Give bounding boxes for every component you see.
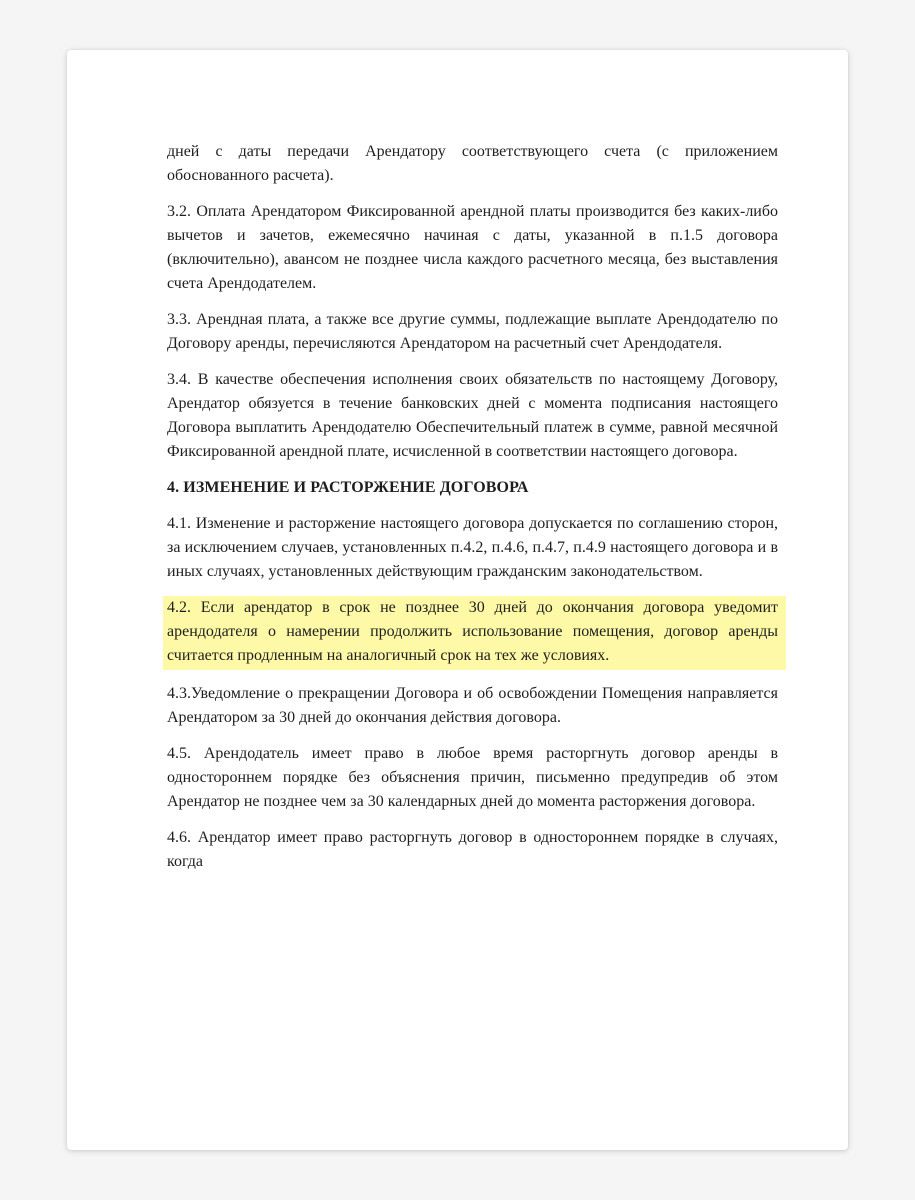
clause-3-3: 3.3. Арендная плата, а также все другие суммы, подлежащие выплате Арендодателю по Договору аренды, перечисляются Арендатором на расчетный счет Арендодателя. <box>167 311 778 352</box>
clause-4-6: 4.6. Арендатор имеет право расторгнуть договор в одностороннем порядке в случаях, когда <box>167 829 778 870</box>
clause-4-5: 4.5. Арендодатель имеет право в любое время расторгнуть договор аренды в одностороннем порядке без объяснения причин, письменно предупредив об этом Арендатор не позднее чем за 30 календарных дней до момента расторжения договора. <box>167 745 778 810</box>
clause-3-4: 3.4. В качестве обеспечения исполнения своих обязательств по настоящему Договору, Арендатор обязуется в течение банковских дней с момента подписания настоящего Договора выплатить Арендодателю Обеспечительный платеж в сумме, равной месячной Фиксированной арендной плате, исчисленной в соответствии настоящего договора. <box>167 371 778 460</box>
document-content <box>167 140 778 886</box>
section-4-heading: 4. ИЗМЕНЕНИЕ И РАСТОРЖЕНИЕ ДОГОВОРА <box>167 479 529 496</box>
paragraph-payment-invoice-continuation: дней с даты передачи Арендатору соответствующего счета (с приложением обоснованного расчета). <box>167 143 778 184</box>
clause-4-1: 4.1. Изменение и расторжение настоящего договора допускается по соглашению сторон, за исключением случаев, установленных п.4.2, п.4.6, п.4.7, п.4.9 настоящего договора и в иных случаях, установленных действующим гражданским законодательством. <box>167 515 778 580</box>
clause-3-2: 3.2. Оплата Арендатором Фиксированной арендной платы производится без каких-либо вычетов и зачетов, ежемесячно начиная с даты, указанной в п.1.5 договора (включительно), авансом не позднее числа каждого расчетного месяца, без выставления счета Арендодателем. <box>167 203 778 292</box>
clause-4-3: 4.3.Уведомление о прекращении Договора и об освобождении Помещения направляется Арендатором за 30 дней до окончания действия договора. <box>167 685 778 726</box>
document-page <box>67 50 848 1150</box>
clause-4-2-highlighted: 4.2. Если арендатор в срок не позднее 30 дней до окончания договора уведомит арендодателя о намерении продолжить использование помещения, договор аренды считается продленным на аналогичный срок на тех же условиях. <box>163 596 786 670</box>
